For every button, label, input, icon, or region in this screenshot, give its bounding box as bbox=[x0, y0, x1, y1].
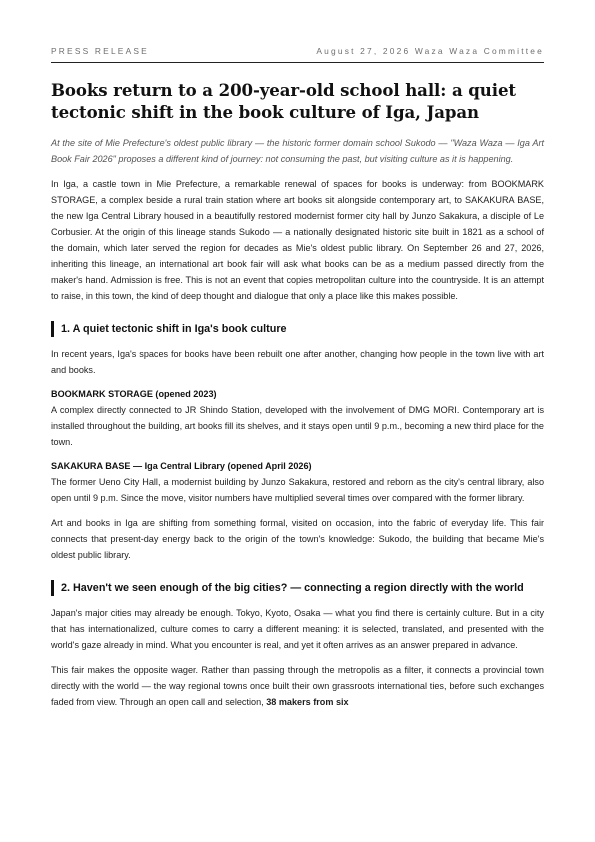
section-2-paragraph-2-text: This fair makes the opposite wager. Rather than passing through the metropolis as a filter, it connects a provincial town directly with the world — the way regional towns once built their own grassroots international ties, before such exchanges faded from view. Through an open call and selection, bbox=[51, 665, 544, 707]
intro-paragraph: In Iga, a castle town in Mie Prefecture, a remarkable renewal of spaces for books is underway: from BOOKMARK STORAGE, a complex beside a rural train station where art books sit alongside contemporary art, to SAKAKURA BASE, the new Iga Central Library housed in a beautifully restored modernist former city hall by Junzo Sakakura, a disciple of Le Corbusier. At the origin of this lineage stands Sukodo — a nationally designated historic site built in 1821 as a school of the domain, which later served the region for decades as Mie's oldest public library. On September 26 and 27, 2026, inheriting this lineage, an international art book fair will ask what books can be as a medium passed directly from the maker's hand. Admission is free. This is not an event that copies metropolitan culture into the countryside. It is an attempt to raise, in this town, the kind of deep thought and dialogue that only a place like this makes possible. bbox=[51, 179, 544, 301]
bookmark-storage-heading: BOOKMARK STORAGE (opened 2023) bbox=[51, 389, 217, 399]
bookmark-storage-body: A complex directly connected to JR Shindo Station, developed with the involvement of DMG MORI. Contemporary art is installed throughout the building, art books fill its shelves, and it stays open until 9 p.m., becoming a new third place for the town. bbox=[51, 405, 544, 447]
section-2-paragraph-2 bbox=[51, 662, 544, 710]
header-rule bbox=[51, 62, 544, 63]
section-1-closing: Art and books in Iga are shifting from something formal, visited on occasion, into the fabric of everyday life. This fair connects that present-day energy back to the origin of the town's knowledge: Sukodo, the building that became Mie's oldest public library. bbox=[51, 518, 544, 560]
date-and-organizer: August 27, 2026 Waza Waza Committee bbox=[316, 46, 544, 56]
section-2-title: 2. Haven't we seen enough of the big cities? — connecting a region directly with the world bbox=[61, 582, 524, 594]
section-1-title: 1. A quiet tectonic shift in Iga's book culture bbox=[61, 323, 287, 335]
sakakura-base-body: The former Ueno City Hall, a modernist building by Junzo Sakakura, restored and reborn as the city's central library, also open until 9 p.m. Since the move, visitor numbers have multiplied several times over compared with the former library. bbox=[51, 477, 544, 503]
sakakura-base-heading: SAKAKURA BASE — Iga Central Library (opened April 2026) bbox=[51, 461, 312, 471]
header-strip bbox=[51, 0, 544, 56]
section-2-paragraph-1: Japan's major cities may already be enough. Tokyo, Kyoto, Osaka — what you find there is certainly culture. But in a city that has internationalized, culture comes to carry a different meaning: it is selected, translated, and presented with the world's gaze already in mind. What you encounter is real, and yet it often arrives as an answer prepared in advance. bbox=[51, 608, 544, 650]
section-marker-bar bbox=[51, 580, 54, 596]
lead-paragraph: At the site of Mie Prefecture's oldest public library — the historic former domain school Sukodo — "Waza Waza — Iga Art Book Fair 2026" proposes a different kind of journey: not consuming the past, but visiting culture as it is happening. bbox=[51, 138, 544, 164]
section-1-intro: In recent years, Iga's spaces for books have been rebuilt one after another, changing how people in the town live with art and books. bbox=[51, 349, 544, 375]
page-title: Books return to a 200-year-old school hall: a quiet tectonic shift in the book culture of Iga, Japan bbox=[51, 80, 516, 122]
section-marker-bar bbox=[51, 321, 54, 337]
section-2-emphasis: 38 makers from six bbox=[266, 697, 349, 707]
section-1-heading bbox=[51, 321, 544, 337]
press-release-label: PRESS RELEASE bbox=[51, 46, 149, 56]
section-2-heading bbox=[51, 580, 544, 596]
